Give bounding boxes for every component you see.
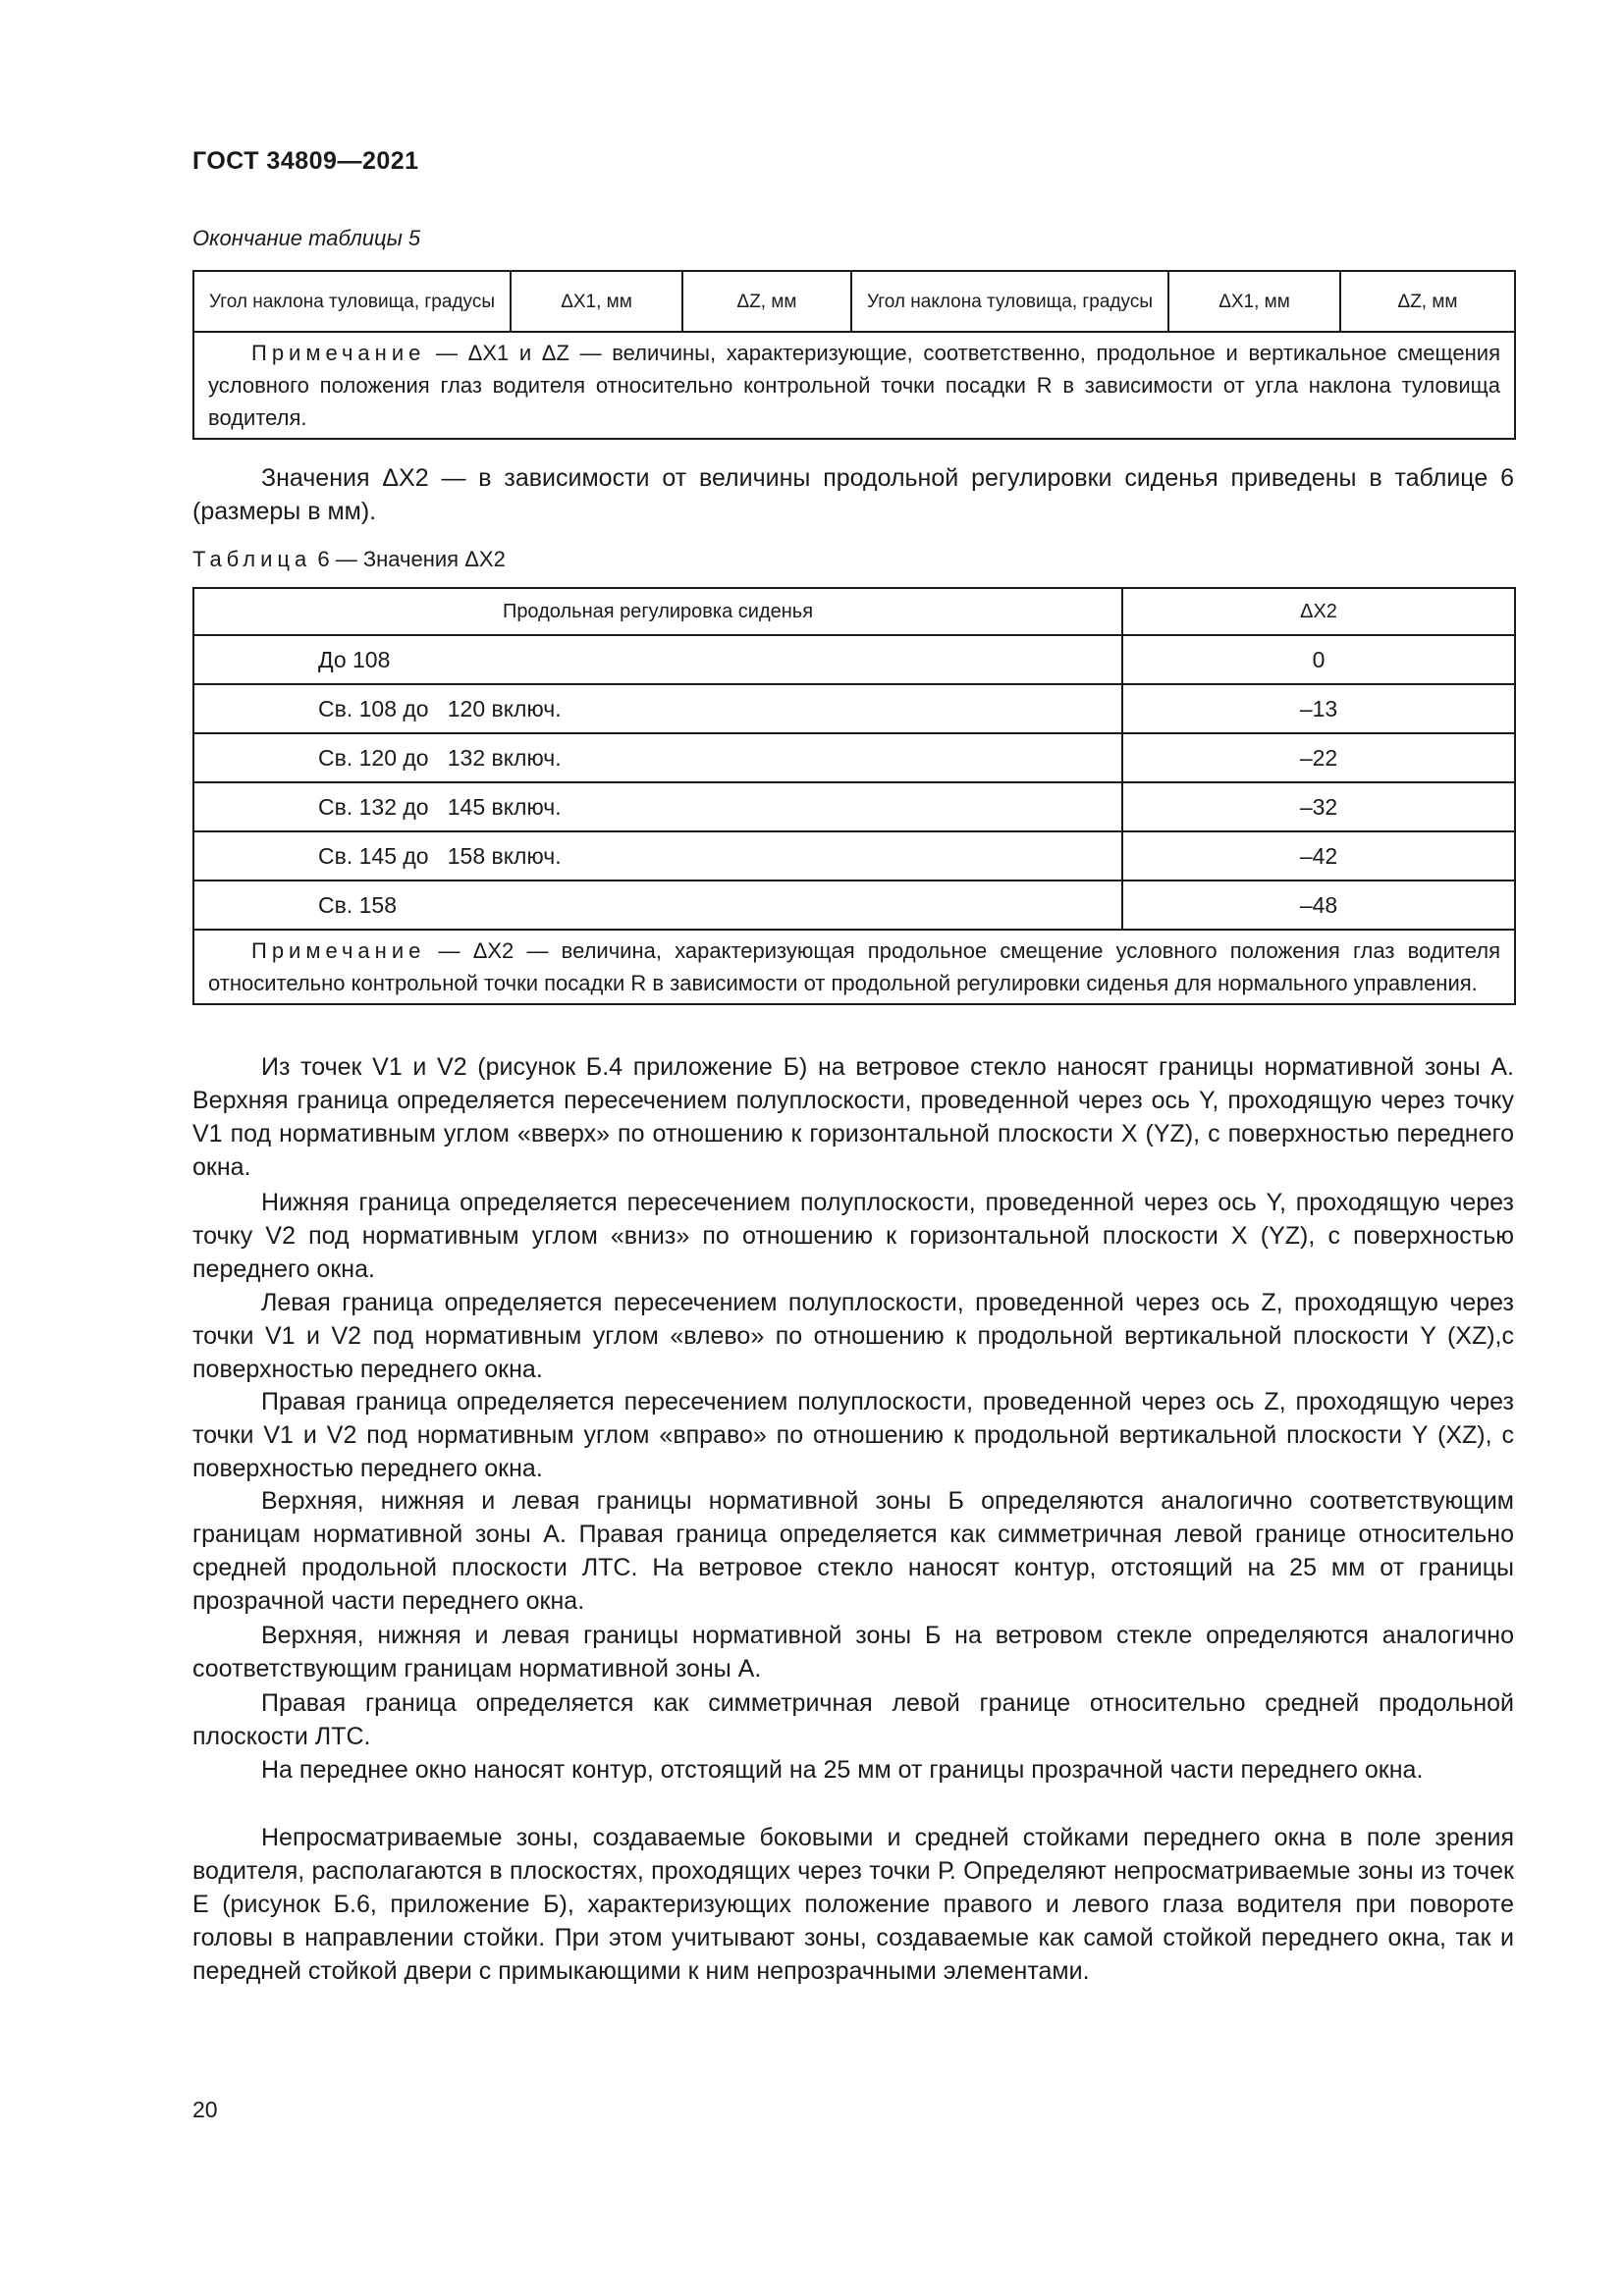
- table5-col-angle: Угол наклона туловища, градусы: [193, 271, 511, 332]
- table6-value: –48: [1122, 881, 1515, 930]
- table6-caption-rest: 6 — Значения ΔX2: [317, 547, 506, 571]
- table-row: [193, 881, 1515, 930]
- table-row: [193, 733, 1515, 782]
- table5-col-dz-2: ΔZ, мм: [1340, 271, 1515, 332]
- table-row: [193, 635, 1515, 684]
- table6-value: –13: [1122, 684, 1515, 733]
- document-header: ГОСТ 34809—2021: [192, 147, 419, 175]
- table-row: [193, 782, 1515, 831]
- table6-caption-label: Таблица: [192, 547, 312, 571]
- table5-header-row: [193, 271, 1515, 332]
- body-paragraph: Нижняя граница определяется пересечением полуплоскости, проведенной через ось Y, проходящую через точку V2 под нормативным углом «вниз» по отношению к горизонтальной плоскости X (YZ), с поверхностью переднего окна.: [192, 1189, 1514, 1283]
- table5-note-label: Примечание: [251, 341, 426, 365]
- table6-value: –32: [1122, 782, 1515, 831]
- table6-range: Св. 120 до 132 включ.: [193, 733, 1122, 782]
- table-row: [193, 831, 1515, 881]
- table6-value: –22: [1122, 733, 1515, 782]
- table5-col-dx1: ΔX1, мм: [511, 271, 682, 332]
- table6-col-adjust: Продольная регулировка сиденья: [193, 588, 1122, 635]
- table6-note-text: ΔX2 — величина, характеризующая продольное смещение условного положения глаз водителя относительно контрольной точки посадки R в зависимости от продольной регулировки сиденья для нормального управления.: [208, 938, 1500, 995]
- table6-col-value: ΔX2: [1122, 588, 1515, 635]
- body-paragraph: Непросматриваемые зоны, создаваемые боковыми и средней стойками переднего окна в поле зрения водителя, располагаются в плоскостях, проходящих через точки Р. Определяют непросматриваемые зоны из точек Е (рисунок Б.6, приложение Б), характеризующих положение правого и левого глаза водителя при повороте головы в направлении стойки. При этом учитывают зоны, создаваемые как самой стойкой переднего окна, так и передней стойкой двери с примыкающими к ним непрозрачными элементами.: [192, 1824, 1514, 1985]
- table-row: [193, 684, 1515, 733]
- body-paragraph: Правая граница определяется пересечением полуплоскости, проведенной через ось Z, проходящую через точки V1 и V2 под нормативным углом «вправо» по отношению к продольной вертикальной плоскости Y (XZ), с поверхностью переднего окна.: [192, 1388, 1514, 1482]
- table6-note-label: Примечание: [251, 938, 426, 963]
- table6-range: Св. 108 до 120 включ.: [193, 684, 1122, 733]
- table5-col-dz: ΔZ, мм: [682, 271, 851, 332]
- table5-note-text: ΔX1 и ΔZ — величины, характеризующие, соответственно, продольное и вертикальное смещения условного положения глаз водителя относительно контрольной точки посадки R в зависимости от угла наклона туловища водителя.: [208, 341, 1500, 430]
- body-paragraph: На переднее окно наносят контур, отстоящий на 25 мм от границы прозрачной части переднего окна.: [261, 1756, 1424, 1784]
- table6-caption: [192, 547, 506, 572]
- table6-value: –42: [1122, 831, 1515, 881]
- page-number: 20: [192, 2097, 218, 2122]
- table5-end: [192, 270, 1516, 440]
- intro-paragraph: Значения ΔX2 — в зависимости от величины продольной регулировки сиденья приведены в таблице 6 (размеры в мм).: [192, 464, 1514, 525]
- table5-note: Примечание — ΔX1 и ΔZ — величины, характеризующие, соответственно, продольное и вертикальное смещения условного положения глаз водителя относительно контрольной точки посадки R в зависимости от угла наклона туловища водителя.: [193, 332, 1515, 439]
- table6-range: Св. 132 до 145 включ.: [193, 782, 1122, 831]
- body-paragraph: Из точек V1 и V2 (рисунок Б.4 приложение Б) на ветровое стекло наносят границы нормативной зоны А. Верхняя граница определяется пересечением полуплоскости, проведенной через ось Y, проходящую через точку V1 под нормативным углом «вверх» по отношению к горизонтальной плоскости X (YZ), с поверхностью переднего окна.: [192, 1053, 1514, 1181]
- body-paragraph: Верхняя, нижняя и левая границы нормативной зоны Б на ветровом стекле определяются аналогично соответствующим границам нормативной зоны А.: [192, 1622, 1514, 1682]
- table6-range: До 108: [193, 635, 1122, 684]
- body-paragraph: Левая граница определяется пересечением полуплоскости, проведенной через ось Z, проходящую через точки V1 и V2 под нормативным углом «влево» по отношению к продольной вертикальной плоскости Y (XZ),с поверхностью переднего окна.: [192, 1289, 1514, 1383]
- table6-note: Примечание — ΔX2 — величина, характеризующая продольное смещение условного положения глаз водителя относительно контрольной точки посадки R в зависимости от продольной регулировки сиденья для нормального управления.: [193, 930, 1515, 1004]
- body-paragraph: Правая граница определяется как симметричная левой границе относительно средней продольной плоскости ЛТС.: [192, 1689, 1514, 1750]
- table5-col-dx1-2: ΔX1, мм: [1168, 271, 1340, 332]
- table5-col-angle-2: Угол наклона туловища, градусы: [851, 271, 1168, 332]
- table6-range: Св. 158: [193, 881, 1122, 930]
- table5-note-row: [193, 332, 1515, 439]
- table6-header-row: [193, 588, 1515, 635]
- table6-note-row: [193, 930, 1515, 1004]
- table6-range: Св. 145 до 158 включ.: [193, 831, 1122, 881]
- table6-value: 0: [1122, 635, 1515, 684]
- table5-continuation-caption: Окончание таблицы 5: [192, 226, 421, 250]
- body-paragraph: Верхняя, нижняя и левая границы нормативной зоны Б определяются аналогично соответствующим границам нормативной зоны А. Правая граница определяется как симметричная левой границе относительно средней продольной плоскости ЛТС. На ветровое стекло наносят контур, отстоящий на 25 мм от границы прозрачной части переднего окна.: [192, 1487, 1514, 1615]
- table6: [192, 587, 1516, 1005]
